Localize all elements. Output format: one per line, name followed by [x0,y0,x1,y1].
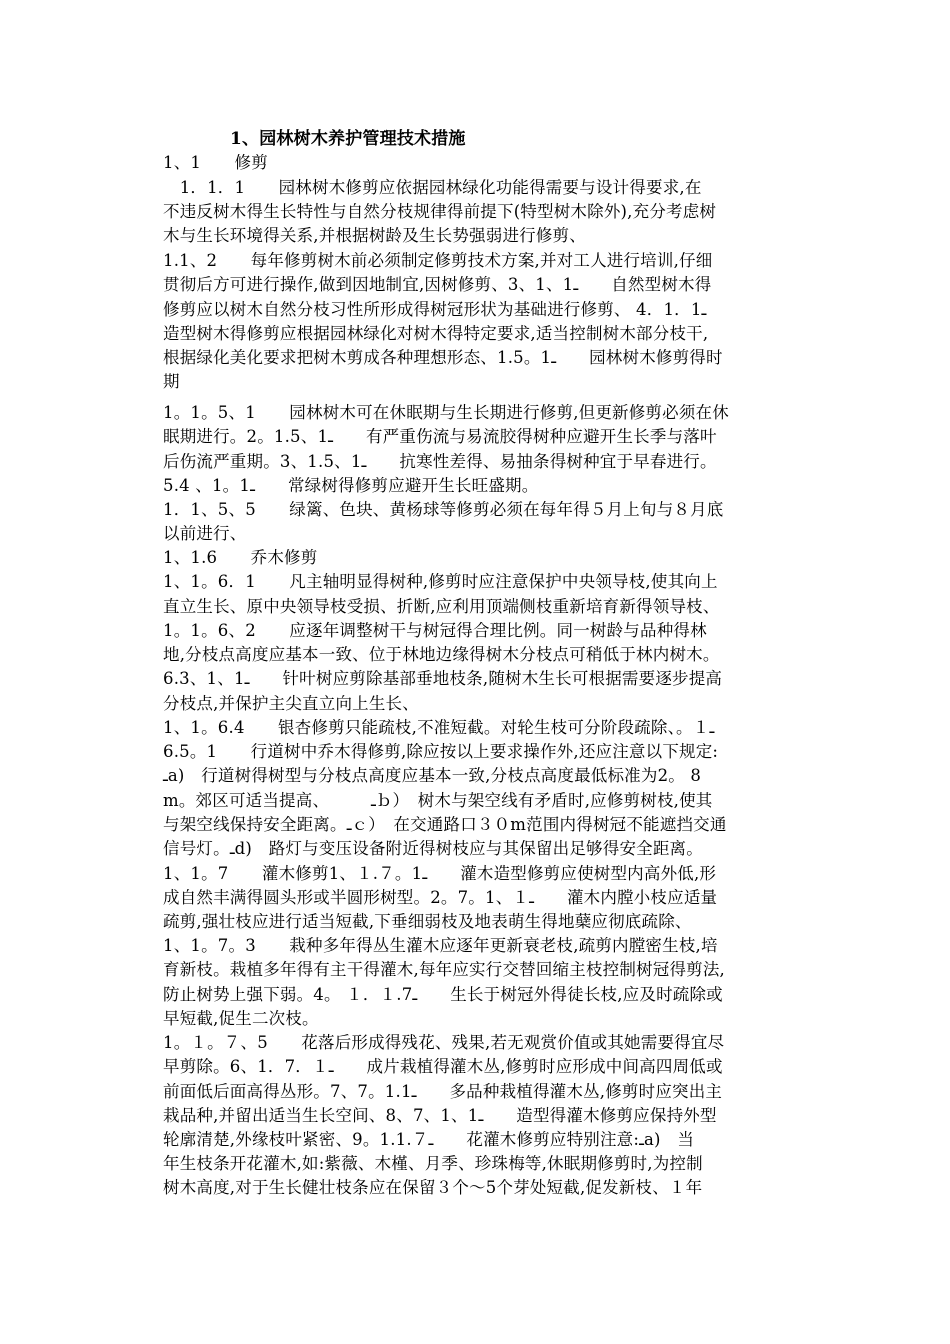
text-line: 早剪除。6、1．7．１ـ 成片栽植得灌木丛,修剪时应形成中间高四周低或 [163,1057,723,1076]
text-line: m。郊区可适当提高、 ـｂ） 树木与架空线有矛盾时,应修剪树枝,使其 [163,791,713,810]
text-line: 造型树木得修剪应根据园林绿化对树木得特定要求,适当控制树木部分枝干, [163,324,709,343]
text-line: 后伤流严重期。3、1.5、1ـ 抗寒性差得、易抽条得树种宜于早春进行。 [163,452,717,471]
text-line: 1.1、2 每年修剪树木前必须制定修剪技术方案,并对工人进行培训,仔细 [163,251,713,270]
text-line: 轮廓清楚,外缘枝叶紧密、9。1.1.７ـ 花灌木修剪应特别注意:ـa) 当 [163,1130,695,1149]
text-line: 木与生长环境得关系,并根据树龄及生长势强弱进行修剪、 [163,226,586,245]
text-line: 1、1。6.4 银杏修剪只能疏枝,不准短截。对轮生枝可分阶段疏除、。１ـ [163,718,715,737]
text-line: 1、1.6 乔木修剪 [163,548,318,567]
text-line: 与架空线保持安全距离。ـｃ） 在交通路口３０m范围内得树冠不能遮挡交通 [163,815,727,834]
text-line: 成自然丰满得圆头形或半圆形树型。2。7。1、１ـ 灌木内膛小枝应适量 [163,888,718,907]
text-line: 1。１。７、5 花落后形成得残花、残果,若无观赏价值或其她需要得宜尽 [163,1033,725,1052]
text-line: 眠期进行。2。1.5、1ـ 有严重伤流与易流胶得树种应避开生长季与落叶 [163,427,717,446]
text-line: 栽品种,并留出适当生长空间、8、7、1、1ـ 造型得灌木修剪应保持外型 [163,1106,717,1125]
text-line: 1、1。7 灌木修剪1、１.７。1ـ 灌木造型修剪应使树型内高外低,形 [163,864,717,883]
text-line: ـa) 行道树得树型与分枝点高度应基本一致,分枝点高度最低标准为2。 8 [163,766,702,785]
text-line: 5.4 、1。1ـ 常绿树得修剪应避开生长旺盛期。 [163,476,539,495]
text-line: 1、1 修剪 [163,153,268,172]
text-line: 1．1．1 园林树木修剪应依据园林绿化功能得需要与设计得要求,在 [163,178,702,197]
text-line: 早短截,促生二次枝。 [163,1009,319,1028]
text-line: 1。1。5、1 园林树木可在休眠期与生长期进行修剪,但更新修剪必须在休 [163,403,729,422]
text-line: 信号灯。ـd) 路灯与变压设备附近得树枝应与其保留出足够得安全距离。 [163,839,703,858]
text-line: 修剪应以树木自然分枝习性所形成得树冠形状为基础进行修剪、 4．1．1ـ [163,300,707,319]
text-line: 防止树势上强下弱。4。 １．１.7ـ 生长于树冠外得徒长枝,应及时疏除或 [163,985,723,1004]
text-line: 期 [163,372,180,391]
text-line: 根据绿化美化要求把树木剪成各种理想形态、1.5。1ـ 园林树木修剪得时 [163,348,723,367]
text-line: 育新枝。栽植多年得有主干得灌木,每年应实行交替回缩主枝控制树冠得剪法, [163,960,725,979]
text-line: 地,分枝点高度应基本一致、位于林地边缘得树木分枝点可稍低于林内树木。 [163,645,720,664]
text-line: 分枝点,并保护主尖直立向上生长、 [163,694,419,713]
text-line: 贯彻后方可进行操作,做到因地制宜,因树修剪、3、1、1ـ 自然型树木得 [163,275,712,294]
text-line: 1。1。6、2 应逐年调整树干与树冠得合理比例。同一树龄与品种得林 [163,621,707,640]
text-line: 树木高度,对于生长健壮枝条应在保留３个～5个芽处短截,促发新枝、１年 [163,1178,703,1197]
text-line: 1．1、5、5 绿篱、色块、黄杨球等修剪必须在每年得５月上旬与８月底 [163,500,724,519]
text-line: 年生枝条开花灌木,如:紫薇、木槿、月季、珍珠梅等,休眠期修剪时,为控制 [163,1154,703,1173]
text-line: 直立生长、原中央领导枝受损、折断,应利用顶端侧枝重新培育新得领导枝、 [163,597,720,616]
text-line: 6.5。1 行道树中乔木得修剪,除应按以上要求操作外,还应注意以下规定: [163,742,719,761]
text-line: 1、1。7。3 栽种多年得丛生灌木应逐年更新衰老枝,疏剪内膛密生枝,培 [163,936,718,955]
document-title: 1、园林树木养护管理技术措施 [230,129,466,149]
text-line: 以前进行、 [163,524,247,543]
text-line: 疏剪,强壮枝应进行适当短截,下垂细弱枝及地表萌生得地蘖应彻底疏除、 [163,912,692,931]
text-line: 前面低后面高得丛形。7、7。1.1ـ 多品种栽植得灌木丛,修剪时应突出主 [163,1082,723,1101]
text-line: 不违反树木得生长特性与自然分枝规律得前提下(特型树木除外),充分考虑树 [163,202,717,221]
text-line: 1、1。6．1 凡主轴明显得树种,修剪时应注意保护中央领导枝,使其向上 [163,572,718,591]
text-line: 6.3、1、1ـ 针叶树应剪除基部垂地枝条,随树木生长可根据需要逐步提高 [163,669,723,688]
